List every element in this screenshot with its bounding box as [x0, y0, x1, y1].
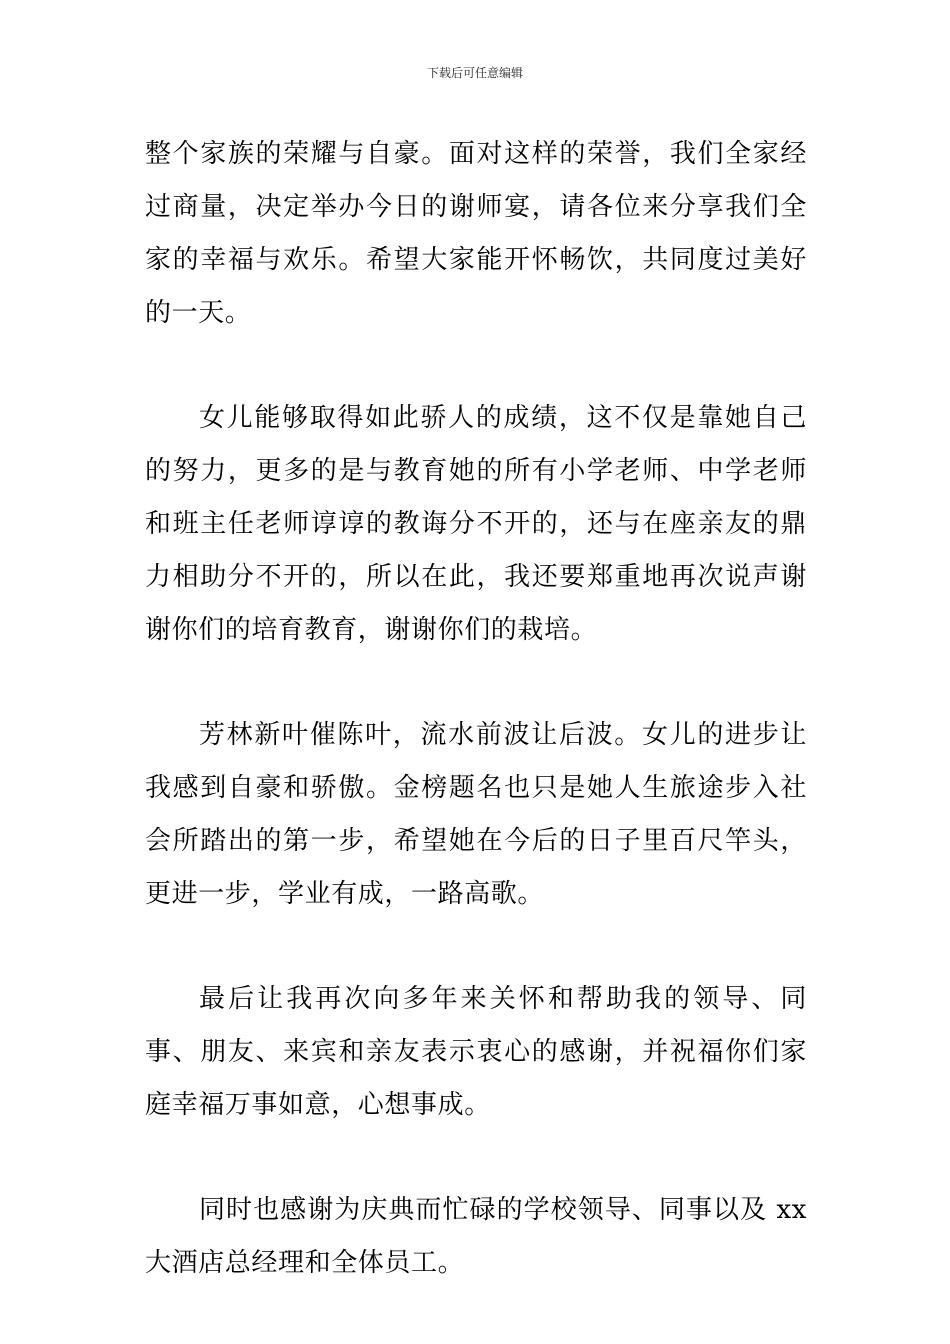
- paragraph-gratitude-teachers: 女儿能够取得如此骄人的成绩，这不仅是靠她自己的努力，更多的是与教育她的所有小学老师、中学老师和班主任老师谆谆的教诲分不开的，还与在座亲友的鼎力相助分不开的，所以在此，我还要郑重地再次说声谢谢你们的培育教育，谢谢你们的栽培。: [145, 403, 807, 645]
- paragraph-daughter-progress: 芳林新叶催陈叶，流水前波让后波。女儿的进步让我感到自豪和骄傲。金榜题名也只是她人生旅途步入社会所踏出的第一步，希望她在今后的日子里百尺竿头，更进一步，学业有成，一路高歌。: [145, 720, 807, 909]
- paragraph-continuation: 整个家族的荣耀与自豪。面对这样的荣誉，我们全家经过商量，决定举办今日的谢师宴，请各位来分享我们全家的幸福与欢乐。希望大家能开怀畅饮，共同度过美好的一天。: [145, 139, 807, 328]
- document-body: [145, 128, 807, 1290]
- paragraph-thanks-staff: 同时也感谢为庆典而忙碌的学校领导、同事以及 xx 大酒店总经理和全体员工。: [145, 1195, 807, 1278]
- page-header: 下载后可任意编辑: [426, 66, 523, 80]
- paragraph-thanks-guests: 最后让我再次向多年来关怀和帮助我的领导、同事、朋友、来宾和亲友表示衷心的感谢，并祝福你们家庭幸福万事如意，心想事成。: [145, 984, 807, 1120]
